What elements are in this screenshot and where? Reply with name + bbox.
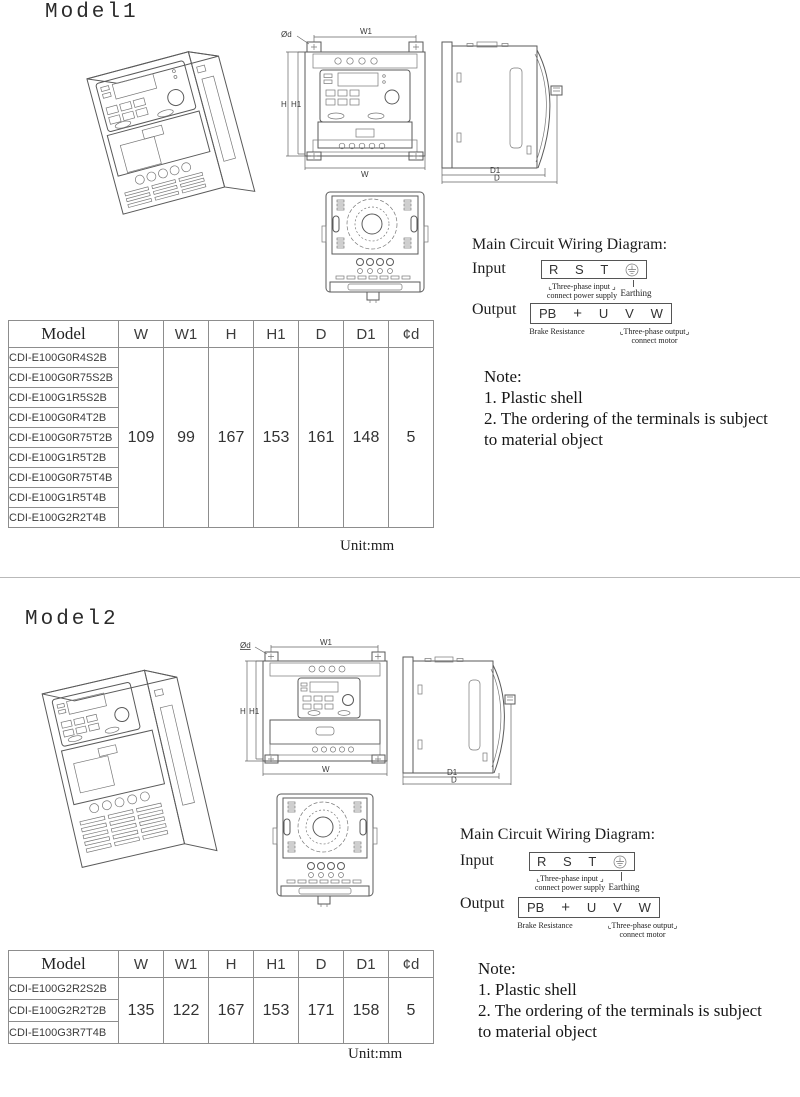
dim-d1-label: D1 — [490, 166, 501, 175]
value-w1: 99 — [164, 348, 209, 528]
dim-h1-label: H1 — [291, 100, 302, 109]
table-header-row — [9, 951, 434, 978]
model1-title: Model1 — [45, 1, 139, 24]
table-row: CDI-E100G0R75T4B — [9, 468, 434, 488]
front-view-model1-drawing — [280, 26, 450, 178]
value-od: 5 — [389, 978, 434, 1044]
note-line2: 2. The ordering of the terminals is subject — [484, 409, 768, 428]
dimension-table-model2 — [8, 950, 434, 1044]
col-header-d: D — [299, 951, 344, 978]
note-line1: 1. Plastic shell — [484, 388, 583, 407]
brake-caption: Brake Resistance — [529, 327, 585, 336]
wiring-diagram-model1 — [462, 236, 800, 345]
terminal-u: U — [598, 306, 609, 321]
dim-od-label: Ød — [281, 30, 292, 39]
terminal-t: T — [588, 854, 597, 869]
note-line3: to material object — [484, 430, 603, 449]
dim-od-label: Ød — [240, 641, 251, 650]
value-h1: 153 — [254, 348, 299, 528]
input-caption: ⌞Three-phase input ⌟ connect power supply — [546, 282, 618, 300]
bottom-view-model1-drawing — [320, 188, 430, 304]
value-d: 161 — [299, 348, 344, 528]
wiring-title: Main Circuit Wiring Diagram: — [460, 826, 656, 843]
dim-h1-label: H1 — [249, 707, 260, 716]
input-terminal-box — [541, 260, 647, 279]
value-d: 171 — [299, 978, 344, 1044]
terminal-r: R — [537, 854, 547, 869]
note-line3: to material object — [478, 1022, 597, 1041]
bottom-view-model2-drawing — [272, 790, 378, 910]
earthing-label: Earthing — [620, 288, 652, 298]
terminal-plus: + — [561, 899, 570, 916]
dim-h-label: H — [240, 707, 246, 716]
output-label: Output — [472, 301, 517, 318]
input-terminal-box — [529, 852, 635, 871]
wiring-title: Main Circuit Wiring Diagram: — [472, 236, 668, 253]
value-h: 167 — [209, 348, 254, 528]
value-w: 109 — [119, 348, 164, 528]
input-label: Input — [460, 852, 494, 869]
value-d1: 148 — [344, 348, 389, 528]
terminal-r: R — [549, 262, 559, 277]
dim-d-label: D — [451, 775, 457, 785]
col-header-d1: D1 — [344, 321, 389, 348]
col-header-h1: H1 — [254, 951, 299, 978]
value-d1: 158 — [344, 978, 389, 1044]
dimension-table-model1 — [8, 320, 434, 528]
col-header-d: D — [299, 321, 344, 348]
col-header-w: W — [119, 321, 164, 348]
input-caption: ⌞Three-phase input ⌟ connect power supply — [534, 874, 606, 892]
earthing-icon — [613, 855, 627, 869]
side-view-model1-drawing — [432, 28, 568, 186]
output-caption: ⌞Three-phase output⌟ connect motor — [619, 327, 690, 345]
input-label: Input — [472, 260, 506, 277]
value-od: 5 — [389, 348, 434, 528]
table-row: CDI-E100G1R5T4B — [9, 488, 434, 508]
value-h1: 153 — [254, 978, 299, 1044]
table-row: CDI-E100G1R5T2B — [9, 448, 434, 468]
dim-d-label: D — [494, 173, 500, 183]
output-label: Output — [460, 895, 505, 912]
note-title: Note: — [484, 367, 522, 386]
note-line2: 2. The ordering of the terminals is subject — [478, 1001, 762, 1020]
side-view-model2-drawing — [395, 645, 521, 787]
terminal-u: U — [586, 900, 597, 915]
table-row: CDI-E100G0R75S2B — [9, 368, 434, 388]
col-header-h: H — [209, 321, 254, 348]
table-row: CDI-E100G0R4S2B 109 99 167 153 161 148 5 — [9, 348, 434, 368]
col-header-w: W — [119, 951, 164, 978]
col-header-h1: H1 — [254, 321, 299, 348]
table-row: CDI-E100G2R2T4B — [9, 508, 434, 528]
col-header-d1: D1 — [344, 951, 389, 978]
table-row: CDI-E100G1R5S2B — [9, 388, 434, 408]
value-h: 167 — [209, 978, 254, 1044]
table-row: CDI-E100G0R4T2B — [9, 408, 434, 428]
terminal-w: W — [638, 900, 651, 915]
brake-caption: Brake Resistance — [517, 921, 573, 930]
terminal-w: W — [650, 306, 663, 321]
col-header-model: Model — [9, 321, 119, 348]
terminal-v: V — [625, 306, 634, 321]
dim-w-label: W — [322, 765, 330, 774]
unit-label-model1: Unit:mm — [340, 538, 395, 554]
table-row: CDI-E100G0R75T2B — [9, 428, 434, 448]
output-caption: ⌞Three-phase output⌟ connect motor — [607, 921, 678, 939]
terminal-s: S — [575, 262, 584, 277]
note-model1 — [484, 366, 800, 450]
dim-w-label: W — [361, 170, 369, 178]
perspective-view-model1-drawing — [58, 26, 273, 234]
front-view-model2-drawing — [240, 638, 420, 780]
output-terminal-box — [518, 897, 660, 918]
col-header-model: Model — [9, 951, 119, 978]
value-w: 135 — [119, 978, 164, 1044]
output-terminal-box — [530, 303, 672, 324]
terminal-t: T — [600, 262, 609, 277]
dim-w1-label: W1 — [360, 27, 372, 36]
earthing-icon — [625, 263, 639, 277]
col-header-w1: W1 — [164, 951, 209, 978]
unit-label-model2: Unit:mm — [348, 1046, 403, 1062]
wiring-diagram-model2 — [450, 826, 790, 939]
earthing-label: Earthing — [608, 882, 640, 892]
col-header-h: H — [209, 951, 254, 978]
terminal-s: S — [563, 854, 572, 869]
col-header-od: ¢d — [389, 951, 434, 978]
col-header-w1: W1 — [164, 321, 209, 348]
note-model2 — [478, 958, 800, 1042]
perspective-view-model2-drawing — [22, 648, 232, 906]
section-divider — [0, 577, 800, 578]
terminal-pb: PB — [539, 306, 557, 321]
dim-h-label: H — [281, 100, 287, 109]
terminal-plus: + — [573, 305, 582, 322]
note-line1: 1. Plastic shell — [478, 980, 577, 999]
terminal-v: V — [613, 900, 622, 915]
note-title: Note: — [478, 959, 516, 978]
value-w1: 122 — [164, 978, 209, 1044]
dim-w1-label: W1 — [320, 638, 332, 647]
table-header-row — [9, 321, 434, 348]
earthing-lead-line — [621, 872, 622, 881]
table-row: CDI-E100G2R2T2B — [9, 1000, 434, 1022]
col-header-od: ¢d — [389, 321, 434, 348]
model2-title: Model2 — [25, 608, 119, 631]
dim-d1-label: D1 — [447, 768, 458, 777]
terminal-pb: PB — [527, 900, 545, 915]
earthing-lead-line — [633, 280, 634, 287]
table-row: CDI-E100G3R7T4B — [9, 1022, 434, 1044]
table-row: CDI-E100G2R2S2B 135 122 167 153 171 158 5 — [9, 978, 434, 1000]
